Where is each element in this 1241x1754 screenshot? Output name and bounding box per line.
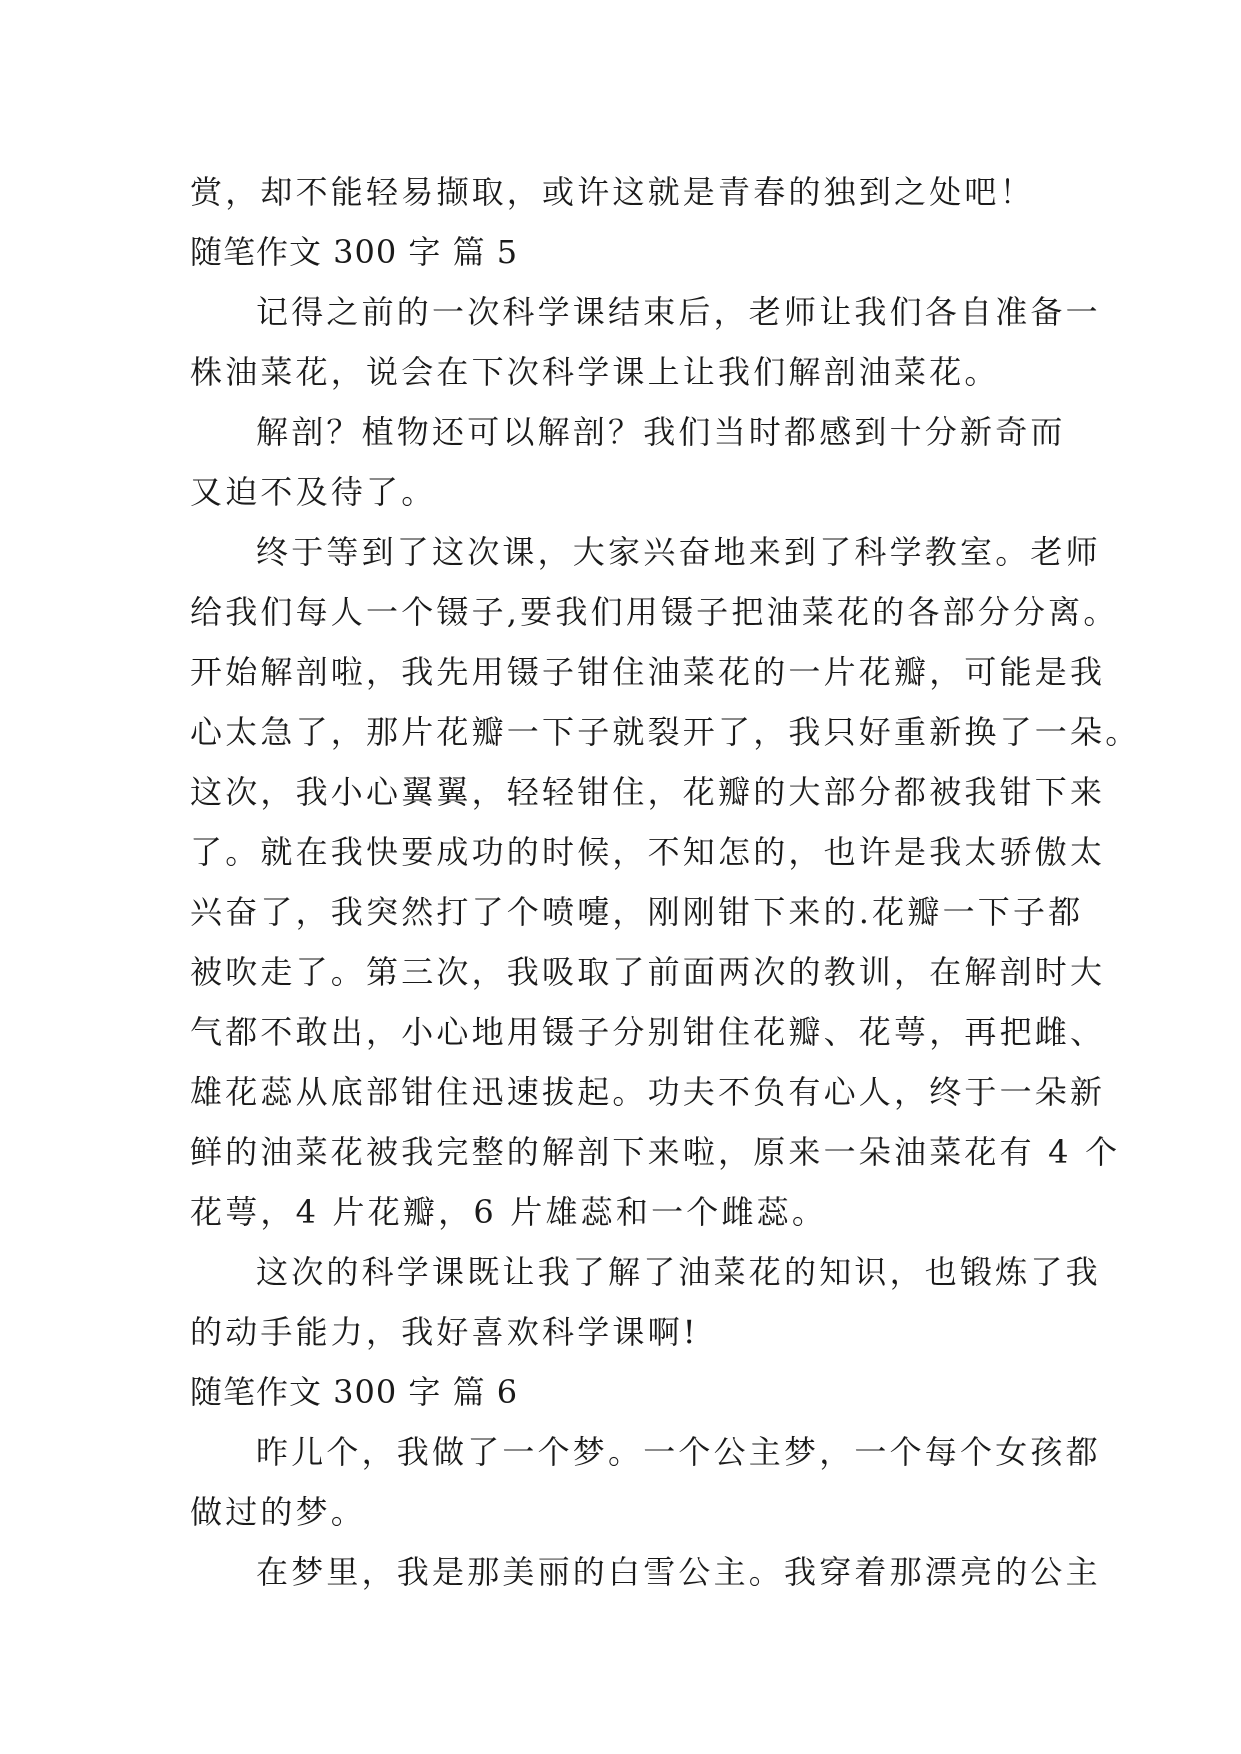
text-line: 赏，却不能轻易撷取，或许这就是青春的独到之处吧！: [190, 173, 1035, 211]
paragraph-first-line: 这次的科学课既让我了解了油菜花的知识，也锻炼了我: [256, 1253, 1101, 1291]
text-line: 做过的梦。: [190, 1493, 367, 1531]
text-line: 被吹走了。第三次，我吸取了前面两次的教训，在解剖时大: [190, 953, 1106, 991]
document-body: [190, 162, 1141, 1602]
text-line: 这次，我小心翼翼，轻轻钳住，花瓣的大部分都被我钳下来: [190, 773, 1106, 811]
paragraph-first-line: 记得之前的一次科学课结束后，老师让我们各自准备一: [256, 293, 1101, 331]
paragraph-first-line: 终于等到了这次课，大家兴奋地来到了科学教室。老师: [256, 533, 1101, 571]
text-line: 雄花蕊从底部钳住迅速拔起。功夫不负有心人，终于一朵新: [190, 1073, 1106, 1111]
section-heading: 随笔作文 300 字 篇 5: [190, 233, 519, 271]
text-line: 气都不敢出，小心地用镊子分别钳住花瓣、花萼，再把雌、: [190, 1013, 1106, 1051]
paragraph-first-line: 昨儿个，我做了一个梦。一个公主梦，一个每个女孩都: [256, 1433, 1101, 1471]
text-line: 了。就在我快要成功的时候，不知怎的，也许是我太骄傲太: [190, 833, 1106, 871]
text-line: 兴奋了，我突然打了个喷嚏，刚刚钳下来的.花瓣一下子都: [190, 893, 1084, 931]
text-line: 的动手能力，我好喜欢科学课啊!: [190, 1313, 699, 1351]
text-line: 株油菜花，说会在下次科学课上让我们解剖油菜花。: [190, 353, 1000, 391]
text-line: 鲜的油菜花被我完整的解剖下来啦，原来一朵油菜花有 4 个: [190, 1133, 1121, 1171]
paragraph-first-line: 解剖？植物还可以解剖？我们当时都感到十分新奇而: [256, 413, 1066, 451]
text-line: 又迫不及待了。: [190, 473, 437, 511]
text-line: 心太急了，那片花瓣一下子就裂开了，我只好重新换了一朵。: [190, 713, 1141, 751]
text-line: 开始解剖啦，我先用镊子钳住油菜花的一片花瓣，可能是我: [190, 653, 1106, 691]
section-heading: 随笔作文 300 字 篇 6: [190, 1373, 519, 1411]
paragraph-first-line: 在梦里，我是那美丽的白雪公主。我穿着那漂亮的公主: [256, 1553, 1101, 1591]
text-line: 给我们每人一个镊子,要我们用镊子把油菜花的各部分分离。: [190, 593, 1119, 631]
text-line: 花萼，4 片花瓣，6 片雄蕊和一个雌蕊。: [190, 1193, 828, 1231]
